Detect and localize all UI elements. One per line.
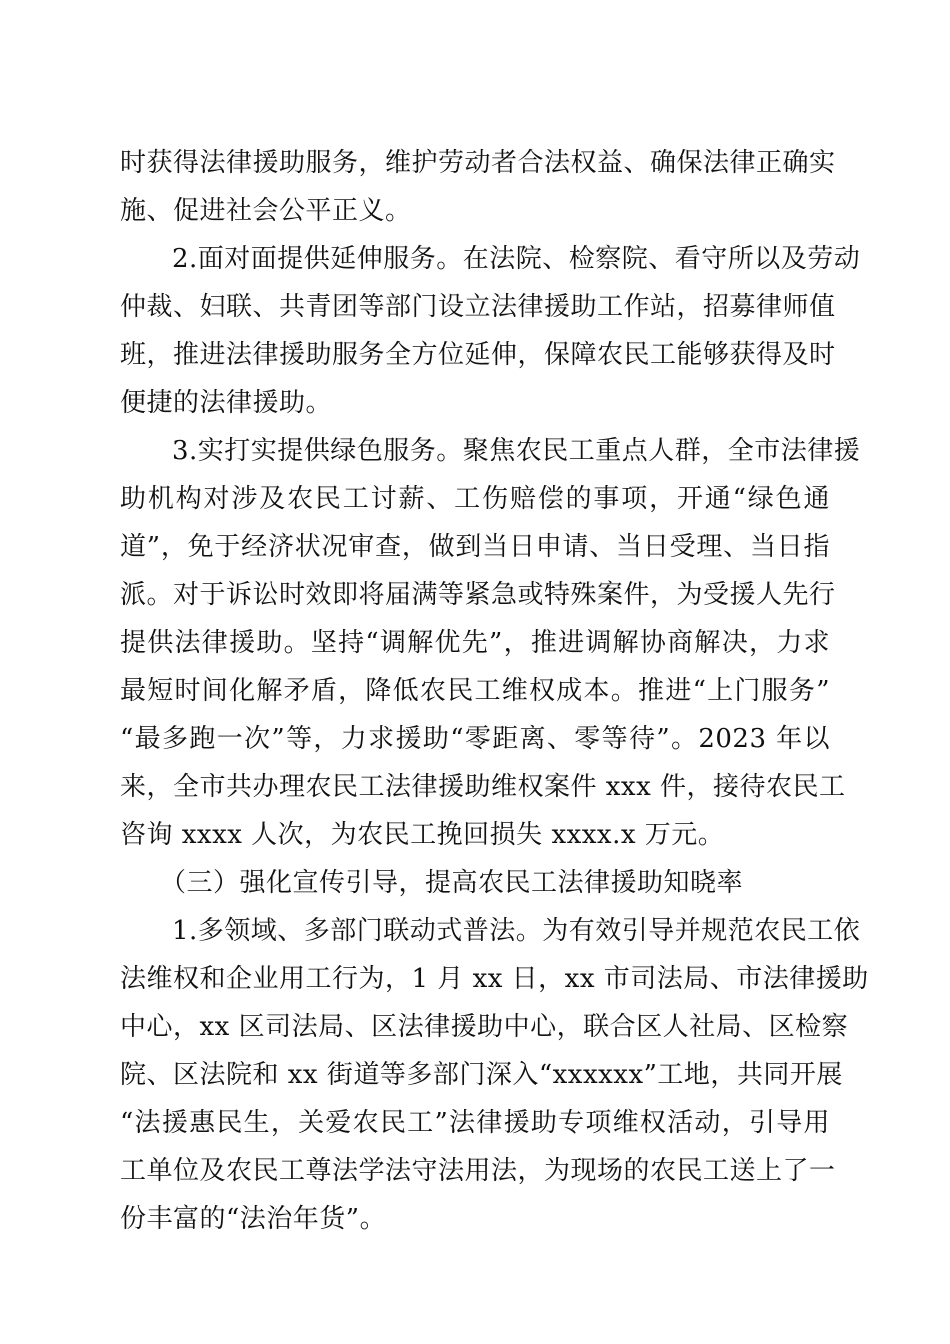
paragraph-line: 份丰富的“法治年货”。 bbox=[120, 1204, 387, 1234]
paragraph-line: 法维权和企业用工行为，1 月 xx 日，xx 市司法局、市法律援助 bbox=[120, 964, 869, 994]
paragraph-line: 便捷的法律援助。 bbox=[120, 388, 333, 418]
paragraph-line: 施、促进社会公平正义。 bbox=[120, 196, 412, 226]
paragraph-line: 咨询 xxxx 人次，为农民工挽回损失 xxxx.x 万元。 bbox=[120, 820, 725, 850]
paragraph-line: 2.面对面提供延伸服务。在法院、检察院、看守所以及劳动 bbox=[172, 244, 861, 274]
section-heading: （三）强化宣传引导，提高农民工法律援助知晓率 bbox=[160, 868, 744, 898]
paragraph-line: 道”，免于经济状况审查，做到当日申请、当日受理、当日指 bbox=[120, 532, 830, 562]
paragraph-line: 时获得法律援助服务，维护劳动者合法权益、确保法律正确实 bbox=[120, 148, 836, 178]
paragraph-line: 来，全市共办理农民工法律援助维权案件 xxx 件，接待农民工 bbox=[120, 772, 846, 802]
paragraph-line: 仲裁、妇联、共青团等部门设立法律援助工作站，招募律师值 bbox=[120, 292, 836, 322]
paragraph-line: 最短时间化解矛盾，降低农民工维权成本。推进“上门服务” bbox=[120, 676, 830, 706]
paragraph-line: 中心，xx 区司法局、区法律援助中心，联合区人社局、区检察 bbox=[120, 1012, 849, 1042]
paragraph-line: 3.实打实提供绿色服务。聚焦农民工重点人群，全市法律援 bbox=[172, 436, 861, 466]
paragraph-line: 班，推进法律援助服务全方位延伸，保障农民工能够获得及时 bbox=[120, 340, 836, 370]
paragraph-line: 助机构对涉及农民工讨薪、工伤赔偿的事项，开通“绿色通 bbox=[120, 484, 830, 514]
paragraph-line: “法援惠民生，关爱农民工”法律援助专项维权活动，引导用 bbox=[120, 1108, 830, 1138]
paragraph-line: 派。对于诉讼时效即将届满等紧急或特殊案件，为受援人先行 bbox=[120, 580, 836, 610]
paragraph-line: 提供法律援助。坚持“调解优先”，推进调解协商解决，力求 bbox=[120, 628, 830, 658]
paragraph-line: 院、区法院和 xx 街道等多部门深入“xxxxxx”工地，共同开展 bbox=[120, 1060, 843, 1090]
paragraph-line: 工单位及农民工尊法学法守法用法，为现场的农民工送上了一 bbox=[120, 1156, 836, 1186]
paragraph-line: “最多跑一次”等，力求援助“零距离、零等待”。2023 年以 bbox=[120, 724, 830, 754]
paragraph-line: 1.多领域、多部门联动式普法。为有效引导并规范农民工依 bbox=[172, 916, 861, 946]
